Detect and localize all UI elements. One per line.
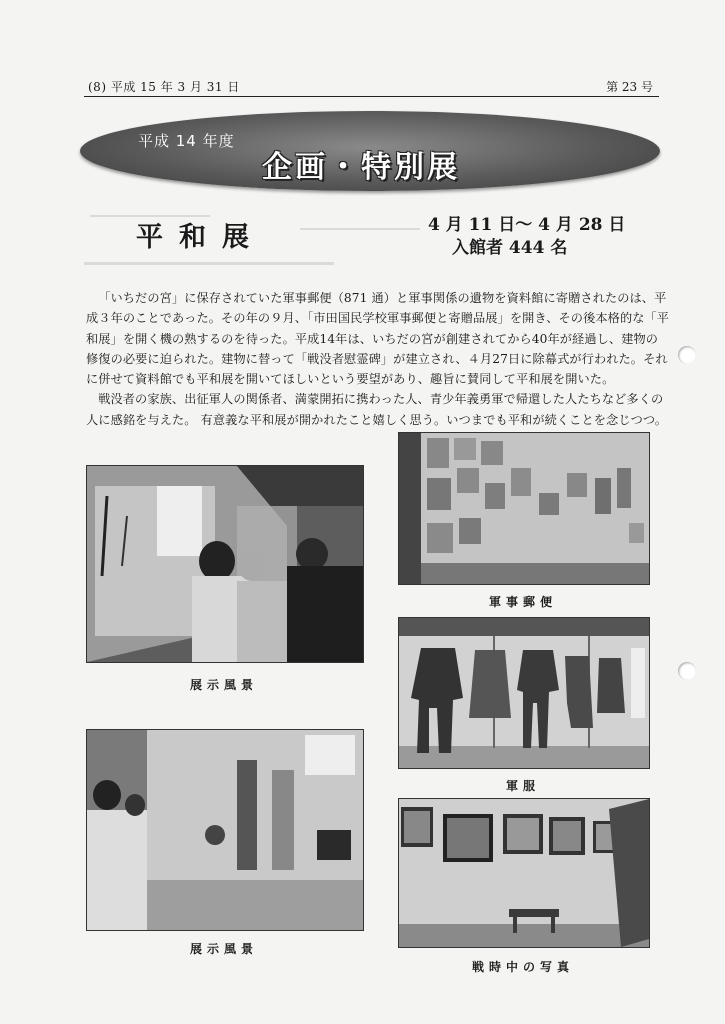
- photo-wartime-pictures: [398, 798, 650, 948]
- exhibition-dates: 4 月 11 日～ 4 月 28 日: [428, 215, 626, 235]
- header-rule: [84, 96, 659, 97]
- exhibition-visitors: 入館者 444 名: [452, 238, 568, 258]
- photo-caption: 展示風景: [189, 678, 258, 692]
- binder-hole: [678, 346, 696, 364]
- banner-year: 平成 14 年度: [138, 132, 235, 150]
- photo-military-mail: [398, 432, 650, 585]
- issue-date: (8) 平成 15 年 3 月 31 日: [88, 80, 240, 94]
- photo-caption: 展示風景: [189, 942, 258, 956]
- issue-number: 第 23 号: [606, 80, 653, 94]
- photo-exhibit-scene-2: [86, 729, 364, 931]
- article-paragraph: 「いちだの宮」に保存されていた軍事郵便（871 通）と軍事関係の遺物を資料館に寄贈されたのは、平成３年のことであった。その年の９月、「市田国民学校軍事郵便と寄贈品展」を開き、その後本格的な「平和展」を開く機の熟するのを待った。平成14年は、いちだの宮が創建されてから40年が経過し、建物の修復の必要に迫られた。建物に替って「戦没者慰霊碑」が建立され、４月27日に除幕式が行われた。それに併せて資料館でも平和展を開いてほしいという要望があり、趣旨に賛同して平和展を開いた。: [86, 291, 670, 387]
- photo-military-uniforms: [398, 617, 650, 769]
- photo-caption: 軍事郵便: [488, 595, 557, 609]
- bleed-mark: [84, 262, 334, 265]
- photo-caption: 戦時中の写真: [471, 960, 574, 974]
- exhibition-title: 平和展: [136, 222, 265, 253]
- article-body: [86, 288, 670, 430]
- photo-caption: 軍服: [505, 779, 540, 793]
- binder-hole: [678, 662, 696, 680]
- article-paragraph: 戦没者の家族、出征軍人の関係者、満蒙開拓に携わった人、青少年義勇軍で帰還した人たちなど多くの人に感銘を与えた。 有意義な平和展が開かれたこと嬉しく思う。いつまでも平和が続くことを念じつつ。: [86, 392, 667, 427]
- bleed-mark: [300, 228, 420, 230]
- banner-title: 企画・特別展: [262, 150, 460, 185]
- photo-exhibit-scene-1: [86, 465, 364, 663]
